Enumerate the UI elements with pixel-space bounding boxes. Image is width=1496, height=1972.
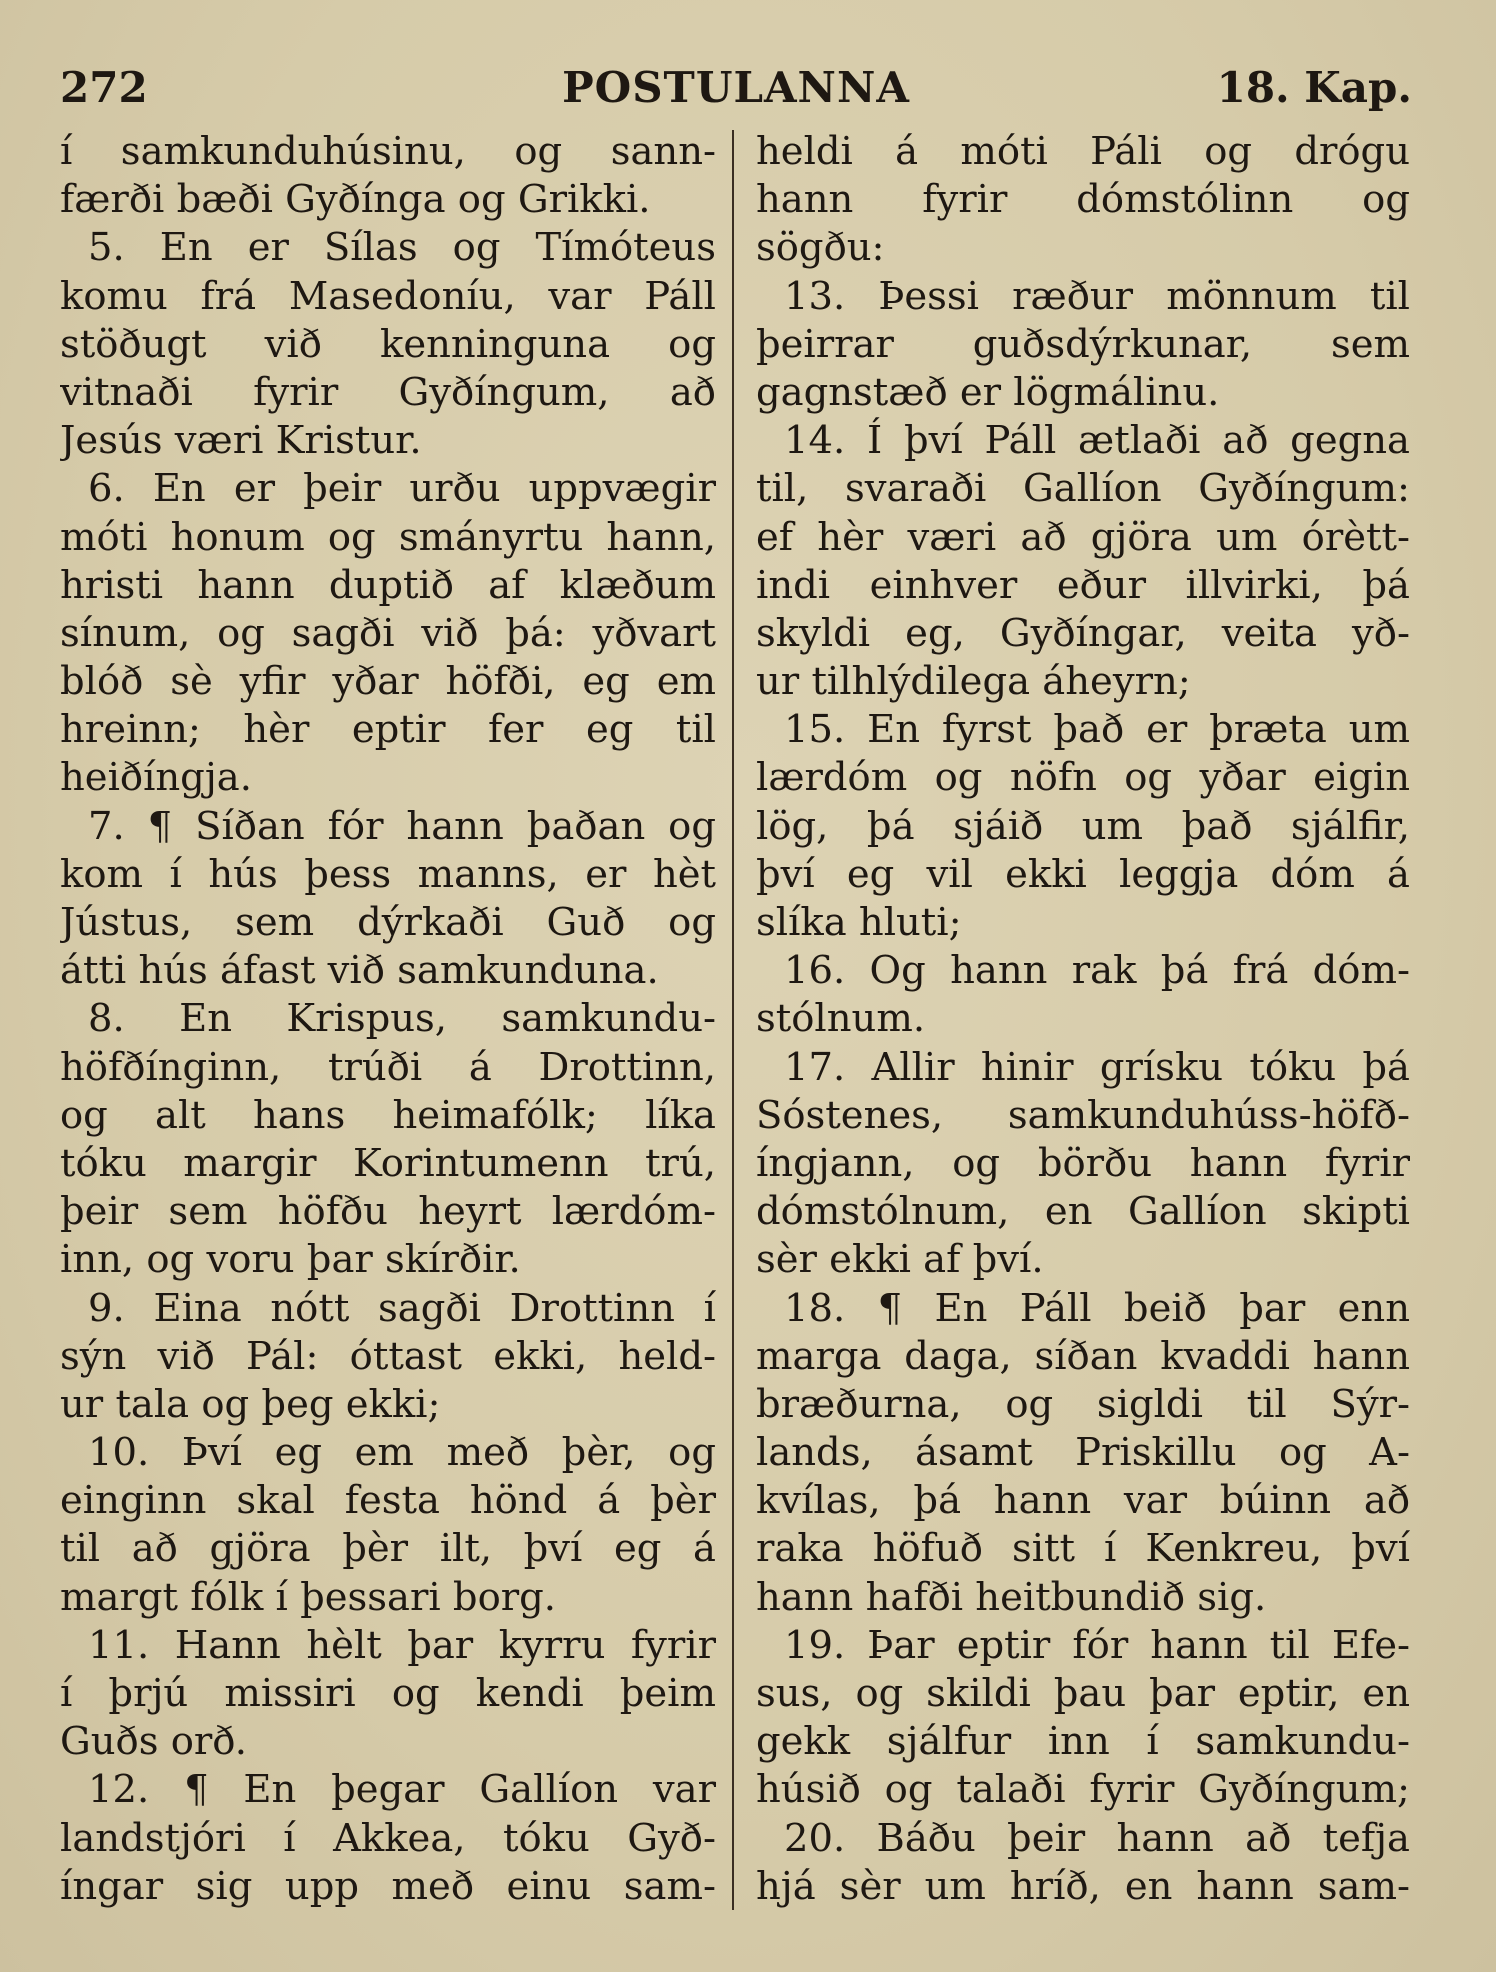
text-line: blóð sè yfir yðar höfði, eg em <box>60 659 716 705</box>
running-header <box>60 58 1412 118</box>
text-line: einginn skal festa hönd á þèr <box>60 1478 716 1524</box>
text-line: 9. Eina nótt sagði Drottinn í <box>88 1285 716 1331</box>
text-line: 20. Báðu þeir hann að tefja <box>784 1815 1410 1861</box>
text-line: 19. Þar eptir fór hann til Efe- <box>784 1622 1410 1668</box>
text-line: 10. Því eg em með þèr, og <box>88 1430 716 1476</box>
text-line: átti hús áfast við samkunduna. <box>60 948 659 994</box>
text-line: skyldi eg, Gyðíngar, veita yð- <box>756 610 1410 656</box>
text-line: stöðugt við kenninguna og <box>60 321 716 367</box>
text-line: vitnaði fyrir Gyðíngum, að <box>60 369 716 415</box>
text-line: færði bæði Gyðínga og Grikki. <box>60 177 651 223</box>
right-column <box>756 128 1410 1911</box>
text-line: íngjann, og börðu hann fyrir <box>756 1140 1410 1186</box>
text-line: lærdóm og nöfn og yðar eigin <box>756 755 1410 801</box>
text-line: hristi hann duptið af klæðum <box>60 562 716 608</box>
text-line: hann hafði heitbundið sig. <box>756 1574 1267 1620</box>
text-line: í samkunduhúsinu, og sann- <box>60 129 716 174</box>
text-line: gekk sjálfur inn í samkundu- <box>756 1719 1410 1765</box>
text-line: tóku margir Korintumenn trú, <box>60 1140 716 1186</box>
text-line: höfðínginn, trúði á Drottinn, <box>60 1044 716 1090</box>
text-line: margt fólk í þessari borg. <box>60 1574 557 1620</box>
text-line: ur tala og þeg ekki; <box>60 1381 441 1427</box>
text-line: sögðu: <box>756 225 885 271</box>
text-line: inn, og voru þar skírðir. <box>60 1237 521 1283</box>
running-title: POSTULANNA <box>562 63 910 112</box>
text-line: 15. En fyrst það er þræta um <box>784 707 1410 753</box>
text-line: lög, þá sjáið um það sjálfir, <box>756 803 1410 849</box>
text-line: íngar sig upp með einu sam- <box>60 1863 716 1909</box>
text-line: 7. ¶ Síðan fór hann þaðan og <box>88 803 716 849</box>
text-line: marga daga, síðan kvaddi hann <box>756 1333 1410 1379</box>
text-line: og alt hans heimafólk; líka <box>60 1092 716 1138</box>
text-line: Sóstenes, samkunduhúss-höfð- <box>756 1092 1410 1138</box>
text-line: heldi á móti Páli og drógu <box>756 129 1410 174</box>
text-line: 18. ¶ En Páll beið þar enn <box>784 1285 1410 1331</box>
page-number: 272 <box>60 63 148 112</box>
text-line: landstjóri í Akkea, tóku Gyð- <box>60 1815 716 1861</box>
text-line: sèr ekki af því. <box>756 1237 1044 1283</box>
text-line: sínum, og sagði við þá: yðvart <box>60 610 716 656</box>
text-line: dómstólnum, en Gallíon skipti <box>756 1189 1410 1235</box>
text-line: Jesús væri Kristur. <box>60 418 422 464</box>
text-line: 6. En er þeir urðu uppvægir <box>88 466 716 512</box>
text-line: ef hèr væri að gjöra um órètt- <box>756 514 1410 560</box>
text-line: 12. ¶ En þegar Gallíon var <box>88 1767 716 1813</box>
text-line: slíka hluti; <box>756 900 962 945</box>
text-line: hann fyrir dómstólinn og <box>756 177 1410 223</box>
column-divider <box>732 130 734 1910</box>
text-line: lands, ásamt Priskillu og A- <box>756 1430 1410 1476</box>
text-line: gagnstæð er lögmálinu. <box>756 369 1220 415</box>
text-line: í þrjú missiri og kendi þeim <box>60 1671 716 1716</box>
text-line: 17. Allir hinir grísku tóku þá <box>784 1044 1410 1090</box>
text-line: stólnum. <box>756 996 926 1042</box>
text-line: húsið og talaði fyrir Gyðíngum; <box>756 1767 1410 1813</box>
text-line: indi einhver eður illvirki, þá <box>756 562 1410 608</box>
text-line: móti honum og smányrtu hann, <box>60 514 716 560</box>
left-column <box>60 128 716 1911</box>
text-line: 11. Hann hèlt þar kyrru fyrir <box>88 1622 716 1668</box>
text-line: til að gjöra þèr ilt, því eg á <box>60 1526 716 1572</box>
text-line: hjá sèr um hríð, en hann sam- <box>756 1863 1410 1909</box>
text-line: 16. Og hann rak þá frá dóm- <box>784 948 1410 994</box>
text-line: 13. Þessi ræður mönnum til <box>784 273 1410 319</box>
chapter-label: 18. Kap. <box>1216 63 1412 112</box>
text-line: hreinn; hèr eptir fer eg til <box>60 707 716 753</box>
text-line: komu frá Masedoníu, var Páll <box>60 273 716 319</box>
text-line: heiðíngja. <box>60 755 252 801</box>
text-line: þeirrar guðsdýrkunar, sem <box>756 321 1410 367</box>
text-line: Jústus, sem dýrkaði Guð og <box>60 900 716 945</box>
text-line: þeir sem höfðu heyrt lærdóm- <box>60 1189 716 1235</box>
text-line: 8. En Krispus, samkundu- <box>88 996 716 1042</box>
text-line: bræðurna, og sigldi til Sýr- <box>756 1381 1410 1427</box>
text-line: til, svaraði Gallíon Gyðíngum: <box>756 466 1410 512</box>
text-line: ur tilhlýdilega áheyrn; <box>756 659 1191 705</box>
text-line: 14. Í því Páll ætlaði að gegna <box>784 418 1410 464</box>
text-line: Guðs orð. <box>60 1719 248 1765</box>
text-line: sýn við Pál: óttast ekki, held- <box>60 1333 716 1379</box>
text-line: kvílas, þá hann var búinn að <box>756 1478 1410 1524</box>
text-line: því eg vil ekki leggja dóm á <box>756 851 1410 897</box>
text-line: kom í hús þess manns, er hèt <box>60 851 716 897</box>
text-line: sus, og skildi þau þar eptir, en <box>756 1671 1410 1716</box>
text-line: 5. En er Sílas og Tímóteus <box>88 225 716 271</box>
text-line: raka höfuð sitt í Kenkreu, því <box>756 1526 1410 1572</box>
